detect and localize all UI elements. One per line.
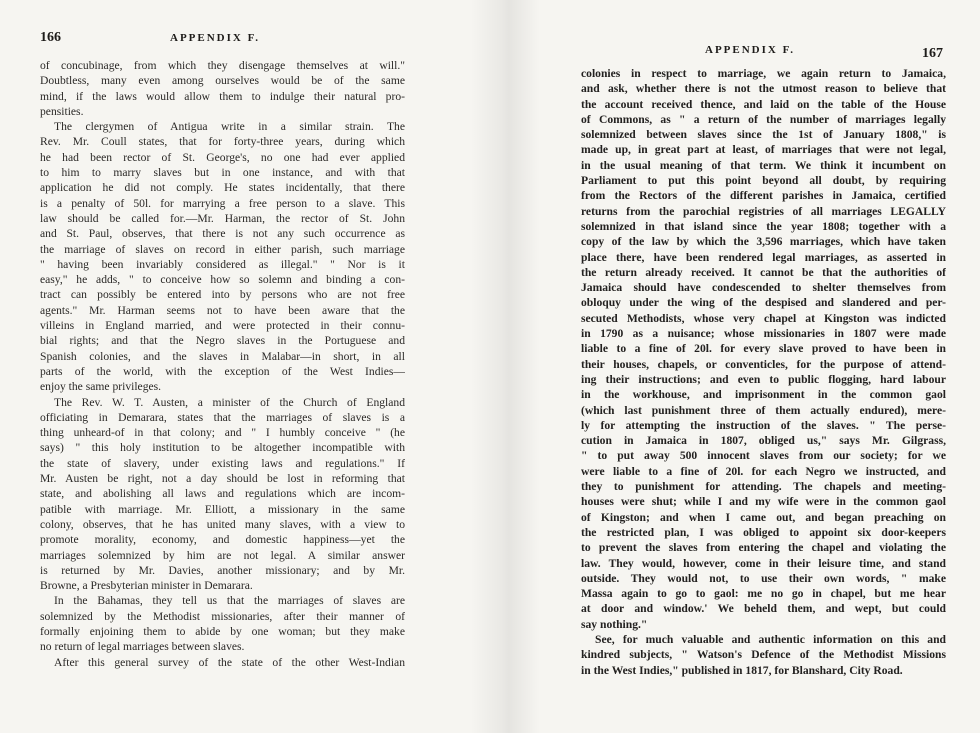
text-line: tract can possibly be entered into by persons who are not free xyxy=(40,288,405,302)
text-line: and St. Paul, observes, that there is not any such occurrence as xyxy=(40,227,405,241)
right-running-head: APPENDIX F. xyxy=(705,44,796,56)
text-line: See, for much valuable and authentic information on this and xyxy=(595,632,946,646)
text-line: colony, observes, that he has united many slaves, with a view to xyxy=(40,517,405,531)
text-line: ly for attempting the instruction of the slaves. " The perse- xyxy=(581,418,946,432)
text-line: to him to marry slaves but in one instance, and with that xyxy=(40,166,405,180)
text-line: in 1790 as a nuisance; whose missionaries in 1807 were made xyxy=(581,327,946,341)
left-page-text xyxy=(40,58,405,670)
text-line: to prevent the slaves from entering the chapel and violating the xyxy=(581,541,946,555)
text-line: Browne, a Presbyterian minister in Demarara. xyxy=(40,579,253,593)
text-line: the return already received. It cannot be that the authorities of xyxy=(581,265,946,279)
text-line: the account received thence, and laid on the table of the House xyxy=(581,97,946,111)
text-line: solemnized by the Methodist missionaries, after their manner of xyxy=(40,609,405,623)
text-line: Massa again to go to gaol: me no go in chapel, but me hear xyxy=(581,587,946,601)
text-line: (which last punishment three of them actually endured), mere- xyxy=(581,403,946,417)
text-line: solemnized between slaves since the 1st of January 1808," is xyxy=(581,128,946,142)
text-line: kindred subjects, " Watson's Defence of the Methodist Missions xyxy=(581,648,946,662)
text-line: the restricted plan, I was obliged to appoint six door-keepers xyxy=(581,525,946,539)
text-line: mind, if the laws would allow them to indulge their natural pro- xyxy=(40,89,405,103)
text-line: villeins in England married, and were protected in their connu- xyxy=(40,319,405,333)
text-line: in the usual meaning of that term. We think it incumbent on xyxy=(581,158,946,172)
text-line: In the Bahamas, they tell us that the marriages of slaves are xyxy=(54,594,405,608)
text-line: formally enjoining them to abide by one woman; but they make xyxy=(40,624,405,638)
text-line: made up, in great part at least, of marriages that were not legal, xyxy=(581,143,946,157)
text-line: Parliament to put this point beyond all doubt, by requiring xyxy=(581,174,946,188)
text-line: he had been rector of St. George's, no one had ever applied xyxy=(40,150,405,164)
text-line: " to put away 500 innocent slaves from our society; for we xyxy=(581,449,946,463)
text-line: marriages solemnized by him are not legal. A similar answer xyxy=(40,548,405,562)
text-line: obloquy under the wing of the despised and slandered and per- xyxy=(581,296,946,310)
text-line: outside. They would not, to use their own words, " make xyxy=(581,571,946,585)
text-line: say nothing." xyxy=(581,617,648,631)
left-page-number: 166 xyxy=(40,30,61,45)
text-line: secuted Methodists, whose very chapel at Kingston was indicted xyxy=(581,311,946,325)
text-line: their houses, chapels, or conventicles, for the purpose of attend- xyxy=(581,357,946,371)
text-line: Rev. Mr. Coull states, that for forty-three years, during which xyxy=(40,135,405,149)
text-line: is returned by Mr. Davies, another missionary; and by Mr. xyxy=(40,563,405,577)
text-line: and ask, whether there is not the utmost reason to believe that xyxy=(581,82,946,96)
text-line: were liable to a fine of 20l. for each Negro we instructed, and xyxy=(581,464,946,478)
text-line: in the workhouse, and imprisonment in the common gaol xyxy=(581,388,946,402)
text-line: liable to a fine of 20l. for every slave proved to have been in xyxy=(581,342,946,356)
text-line: thing unheard-of in that colony; and " I humbly conceive " (he xyxy=(40,426,405,440)
text-line: colonies in respect to marriage, we again return to Jamaica, xyxy=(581,67,946,80)
right-page xyxy=(490,0,980,733)
text-line: enjoy the same privileges. xyxy=(40,380,162,394)
text-line: state, and abolishing all laws and regulations which are incom- xyxy=(40,487,405,501)
text-line: promote morality, economy, and domestic happiness—yet the xyxy=(40,533,405,547)
text-line: Jamaica should have condescended to shelter themselves from xyxy=(581,281,946,295)
text-line: After this general survey of the state of the other West-Indian xyxy=(54,655,405,669)
text-line: cution in Jamaica in 1807, obliged us," says Mr. Gilgrass, xyxy=(581,434,946,448)
text-line: law should be called for.—Mr. Harman, the rector of St. John xyxy=(40,211,405,225)
text-line: Doubtless, many even among ourselves would be of the same xyxy=(40,74,405,88)
left-running-head: APPENDIX F. xyxy=(170,32,261,44)
text-line: no return of legal marriages between slaves. xyxy=(40,640,245,654)
text-line: place there, have been rendered legal marriages, as asserted in xyxy=(581,250,946,264)
text-line: agents." Mr. Harman seems not to have been aware that the xyxy=(40,303,405,317)
text-line: officiating in Demarara, states that the marriages of slaves is a xyxy=(40,410,405,424)
text-line: in the West Indies," published in 1817, for Blanshard, City Road. xyxy=(581,663,903,677)
text-line: the marriage of slaves on record in either parish, such marriage xyxy=(40,242,405,256)
text-line: returns from the parochial registries of all marriages LEGALLY xyxy=(581,204,946,218)
text-line: bial rights; and that the Negro slaves in the Portuguese and xyxy=(40,334,405,348)
text-line: copy of the law by which the 3,596 marriages, which have taken xyxy=(581,235,946,249)
text-line: The Rev. W. T. Austen, a minister of the Church of England xyxy=(54,395,405,409)
text-line: from the Rectors of the different parishes in Jamaica, certified xyxy=(581,189,946,203)
text-line: at door and window.' We beheld them, and wept, but could xyxy=(581,602,946,616)
text-line: easy," he adds, " to conceive how so solemn and binding a con- xyxy=(40,273,405,287)
text-line: is a penalty of 50l. for marrying a free person to a slave. This xyxy=(40,196,405,210)
text-line: the state of slavery, under existing laws and regulations." If xyxy=(40,456,405,470)
text-line: solemnized in that island since the year 1808; together with a xyxy=(581,219,946,233)
text-line: Spanish colonies, and the slaves in Malabar—in short, in all xyxy=(40,349,405,363)
text-line: application he did not comply. He states incidentally, that there xyxy=(40,181,405,195)
text-line: law. They would, however, come in their leisure time, and stand xyxy=(581,556,946,570)
text-line: patible with marriage. Mr. Elliott, a missionary in the same xyxy=(40,502,405,516)
text-line: The clergymen of Antigua write in a similar strain. The xyxy=(54,120,405,134)
right-page-number: 167 xyxy=(922,46,943,61)
text-line: pensities. xyxy=(40,104,84,118)
text-line: of concubinage, from which they disengage themselves at will." xyxy=(40,59,405,72)
text-line: parts of the world, with the exception of the West Indies— xyxy=(40,364,405,378)
text-line: of Commons, as " a return of the number of marriages legally xyxy=(581,112,946,126)
text-line: they to punishment for attending. The chapels and meeting- xyxy=(581,480,946,494)
right-page-text xyxy=(581,66,946,678)
text-line: Mr. Austen be right, not a day should be lost in reforming that xyxy=(40,472,405,486)
text-line: houses were shut; while I and my wife were in the common gaol xyxy=(581,495,946,509)
text-line: " having been invariably considered as illegal." " Nor is it xyxy=(40,257,405,271)
text-line: ing their instructions; and even to public flogging, hard labour xyxy=(581,372,946,386)
text-line: says) " this holy institution to be altogether incompatible with xyxy=(40,441,405,455)
text-line: of Kingston; and when I came out, and began preaching on xyxy=(581,510,946,524)
